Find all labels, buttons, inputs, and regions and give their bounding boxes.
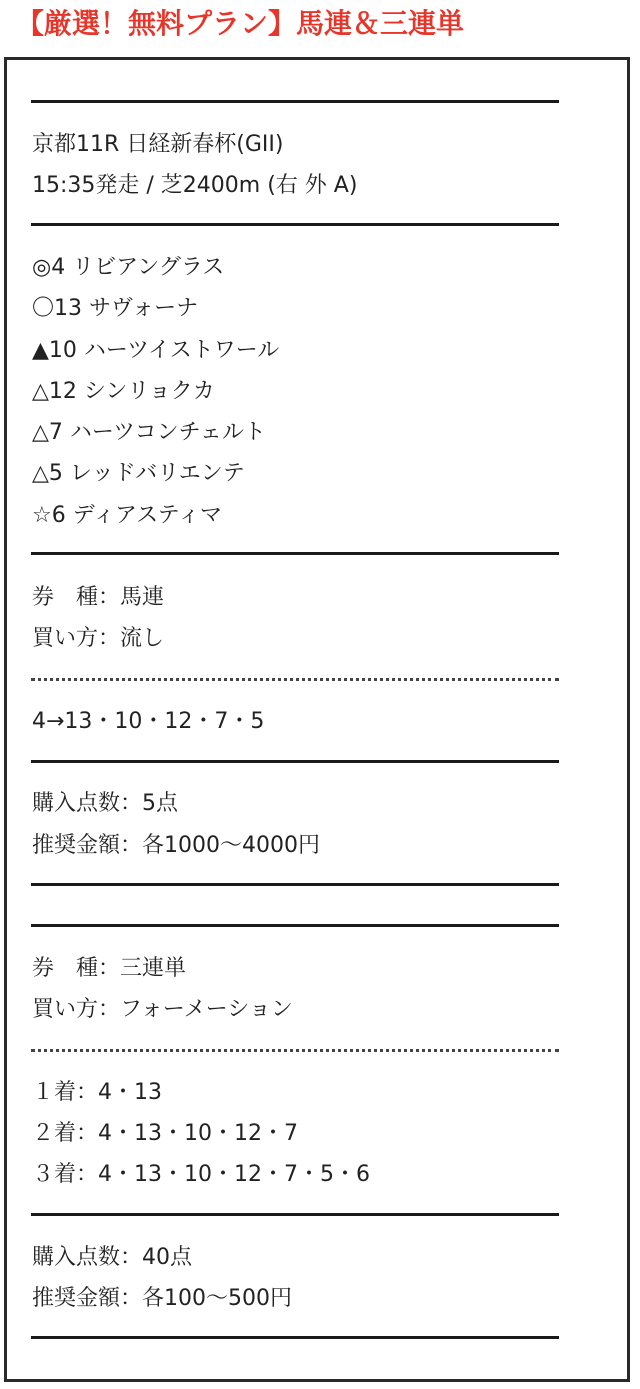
bet2-second: ２着：4・13・10・12・7 — [32, 1121, 298, 1146]
bet2-amount: 推奨金額：各100～500円 — [32, 1286, 292, 1311]
bet2-third: ３着：4・13・10・12・7・5・6 — [32, 1162, 370, 1187]
divider — [31, 1213, 559, 1216]
bet2-points: 購入点数：40点 — [32, 1245, 192, 1270]
bet2-method: 買い方：フォーメーション — [32, 997, 293, 1022]
bet1-combination: 4→13・10・12・7・5 — [32, 709, 265, 734]
pick-hoshi: ☆6 ディアスティマ — [32, 503, 222, 528]
bet2-type: 券 種：三連単 — [32, 956, 187, 981]
race-name: 京都11R 日経新春杯(GII) — [32, 132, 284, 157]
divider — [31, 924, 559, 927]
pick-tanana: ▲10 ハーツイストワール — [32, 338, 280, 363]
bet1-type: 券 種：馬連 — [32, 585, 165, 610]
pick-renka: △7 ハーツコンチェルト — [32, 420, 266, 445]
dotted-divider — [31, 1049, 559, 1052]
divider — [31, 552, 559, 555]
race-detail: 15:35発走 / 芝2400m (右 外 A) — [32, 173, 358, 198]
bet2-first: １着：4・13 — [32, 1080, 162, 1105]
divider — [31, 883, 559, 886]
pick-renka: △5 レッドバリエンテ — [32, 461, 245, 486]
bet1-method: 買い方：流し — [32, 626, 165, 651]
pick-taikou: 〇13 サヴォーナ — [32, 296, 199, 321]
divider — [31, 760, 559, 763]
pick-honmei: ◎4 リビアングラス — [32, 255, 225, 280]
prediction-card — [4, 57, 630, 1382]
divider — [31, 1336, 559, 1339]
promo-headline: 【厳選！無料プラン】馬連＆三連単 — [16, 7, 465, 40]
bet1-amount: 推奨金額：各1000～4000円 — [32, 833, 320, 858]
dotted-divider — [31, 678, 559, 681]
bet1-points: 購入点数：5点 — [32, 791, 178, 816]
divider — [31, 223, 559, 226]
divider — [31, 100, 559, 103]
pick-renka: △12 シンリョクカ — [32, 379, 215, 404]
